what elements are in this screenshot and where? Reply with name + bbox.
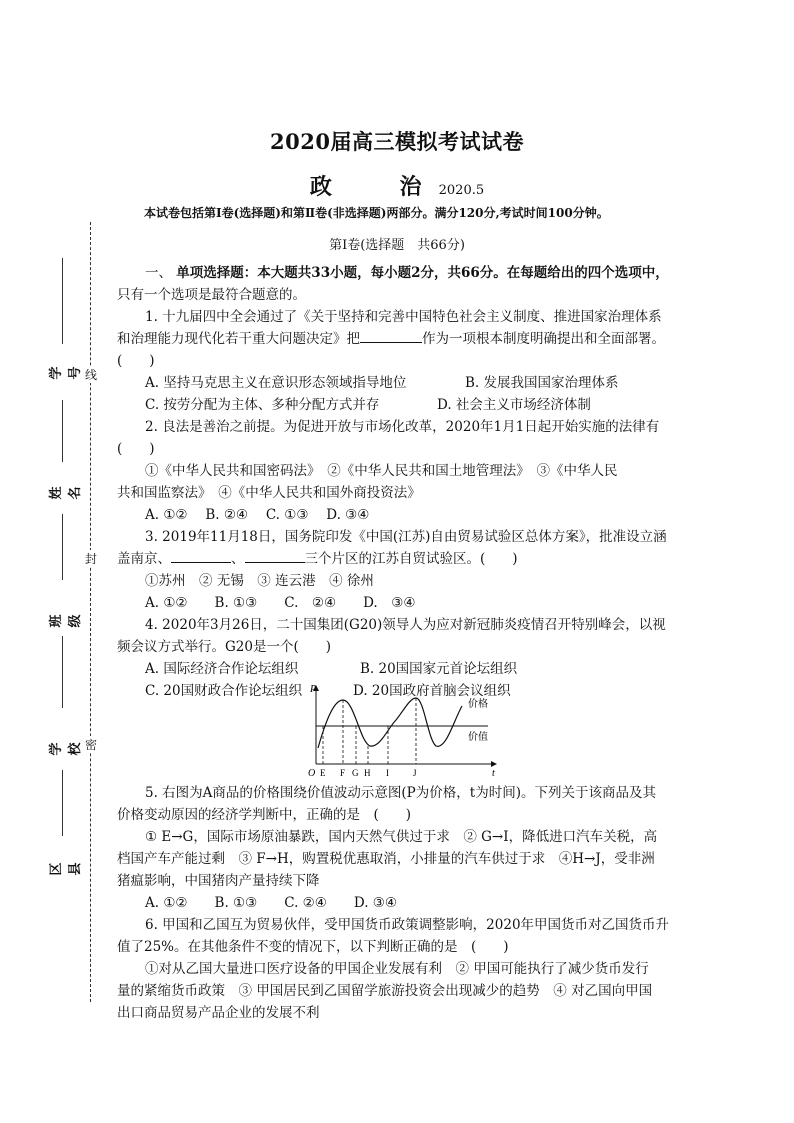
q4-option-b[interactable]: B. 20国国家元首论坛组织 [360,661,518,677]
q3-items: ①苏州 ② 无锡 ③ 连云港 ④ 徐州 [145,573,374,589]
q1-options-row-2 [117,394,692,416]
q6-stem-line-1: 6. 甲国和乙国互为贸易伙伴，受甲国货币政策调整影响，2020年甲国货币对乙国货币升 [145,917,670,933]
instructions-prefix: 一、 [145,265,172,281]
tick-h: H [364,768,371,778]
question-block-2 [117,782,692,1024]
q1-paren: ( ) [117,353,155,369]
field-school-line [62,636,63,708]
q5-items-line-3: 猪瘟影响，中国猪肉产量持续下降 [117,873,320,889]
origin-label: O [308,768,316,779]
q1-option-b[interactable]: B. 发展我国国家治理体系 [465,375,619,391]
tick-e: E [320,768,326,778]
section-heading: 第Ⅰ卷(选择题 共66分) [329,238,465,253]
q6-items-line-2: 量的紧缩货币政策 ③ 甲国居民到乙国留学旅游投资会出现减少的趋势 ④ 对乙国向甲国 [117,983,653,999]
q3-stem-line-1: 3. 2019年11月18日，国务院印发《中国(江苏)自由贸易试验区总体方案》，批准设立涵 [145,529,667,545]
exam-date: 2020.5 [438,183,485,198]
price-label: 价格 [468,699,488,710]
field-district-label: 区县 [49,862,83,876]
q2-options[interactable]: A. ①② B. ②④ C. ①③ D. ③④ [145,507,370,523]
q4-option-d[interactable]: D. 20国政府首脑会议组织 [353,683,511,699]
q5-options[interactable]: A. ①② B. ①③ C. ②④ D. ③④ [145,895,398,911]
instructions-line-2: 只有一个选项是最符合题意的。 [117,287,306,303]
q3-stem-part-b: 、 [231,551,245,567]
q1-option-c[interactable]: C. 按劳分配为主体、多种分配方式并存 [145,397,380,413]
margin-mark-secret: 密 [84,738,97,752]
q5-items-line-2: 档国产车产能过剩 ③ F→H，购置税优惠取消，小排量的汽车供过于求 ④H→J，受非洲 [117,851,655,867]
q1-stem-line-1: 1. 十九届四中全会通过了《关于坚持和完善中国特色社会主义制度、推进国家治理体系 [145,309,662,325]
q6-stem-line-2: 值了25%。在其他条件不变的情况下，以下判断正确的是 ( ) [117,939,509,955]
x-axis-label: t [492,768,495,779]
q3-stem-part-a: 盖南京、 [117,551,171,567]
q4-options-row-1 [117,658,692,680]
q3-blank-1[interactable] [171,548,231,563]
q1-blank[interactable] [360,328,422,343]
field-name-line [62,400,63,462]
q3-blank-2[interactable] [245,548,305,563]
field-name-label: 姓名 [49,486,83,500]
q1-stem-part-a: 和治理能力现代化若干重大问题决定》把 [117,331,360,347]
field-class-label: 班级 [49,614,83,628]
q1-option-a[interactable]: A. 坚持马克思主义在意识形态领域指导地位 [145,375,407,391]
field-school-label: 学校 [49,742,83,756]
q6-items-line-1: ①对从乙国大量进口医疗设备的甲国企业发展有利 ② 甲国可能执行了减少货币发行 [145,961,649,977]
q1-option-d[interactable]: D. 社会主义市场经济体制 [437,397,591,413]
q3-options[interactable]: A. ①② B. ①③ C. ②④ D. ③④ [145,595,416,611]
q3-stem-part-c: 三个片区的江苏自贸试验区。( ) [304,551,518,567]
q4-stem-line-2: 频会议方式举行。G20是一个( ) [117,639,331,655]
subject-name: 政 治 [309,174,452,200]
field-student-id-label: 学号 [49,366,83,380]
q1-options-row-1 [117,372,692,394]
q5-items-line-1: ① E→G，国际市场原油暴跌，国内天然气供过于求 ② G→I，降低进口汽车关税，高 [145,829,658,845]
q1-stem-line-2 [117,328,692,350]
field-district-line [62,770,63,836]
q6-items-line-3: 出口商品贸易产品企业的发展不利 [117,1005,320,1021]
binding-dashed-line [90,222,91,1002]
subject-row [0,170,794,201]
q5-stem-line-2: 价格变动原因的经济学判断中，正确的是 ( ) [117,807,412,823]
exam-title: 2020届高三模拟考试试卷 [270,129,524,154]
q2-items-line-2: 共和国监察法》 ④《中华人民共和国外商投资法》 [117,485,421,501]
y-axis-label: P [310,684,317,695]
field-student-id-line [62,258,63,344]
q2-stem-line-1: 2. 良法是善治之前提。为促进开放与市场化改革，2020年1月1日起开始实施的法律有 [145,419,660,435]
q2-paren: ( ) [117,441,155,457]
price-value-diagram [296,680,516,780]
tick-i: I [386,768,389,778]
value-label: 价值 [468,732,488,743]
margin-mark-seal: 封 [84,552,97,566]
price-curve [318,698,462,748]
tick-j: J [413,768,417,778]
instructions-bold: 单项选择题：本大题共33小题，每小题2分，共66分。在每题给出的四个选项中， [176,265,669,281]
tick-g: G [352,768,359,778]
q5-stem-line-1: 5. 右图为A商品的价格围绕价值波动示意图(P为价格，t为时间)。下列关于该商品及其 [145,785,656,801]
field-class-line [62,514,63,580]
question-block-1 [117,262,692,702]
q4-option-a[interactable]: A. 国际经济合作论坛组织 [145,661,299,677]
q3-stem-line-2 [117,548,692,570]
q4-stem-line-1: 4. 2020年3月26日，二十国集团(G20)领导人为应对新冠肺炎疫情召开特别峰会，以视 [145,617,666,633]
margin-mark-line: 线 [84,368,97,382]
tick-f: F [340,768,346,778]
q4-option-c[interactable]: C. 20国财政合作论坛组织 [145,683,303,699]
exam-intro: 本试卷包括第Ⅰ卷(选择题)和第Ⅱ卷(非选择题)两部分。满分120分,考试时间100分钟。 [144,206,609,220]
instructions [117,262,692,284]
q2-items-line-1: ①《中华人民共和国密码法》 ②《中华人民共和国土地管理法》 ③《中华人民 [145,463,618,479]
q1-stem-part-b: 作为一项根本制度明确提出和全面部署。 [422,331,665,347]
